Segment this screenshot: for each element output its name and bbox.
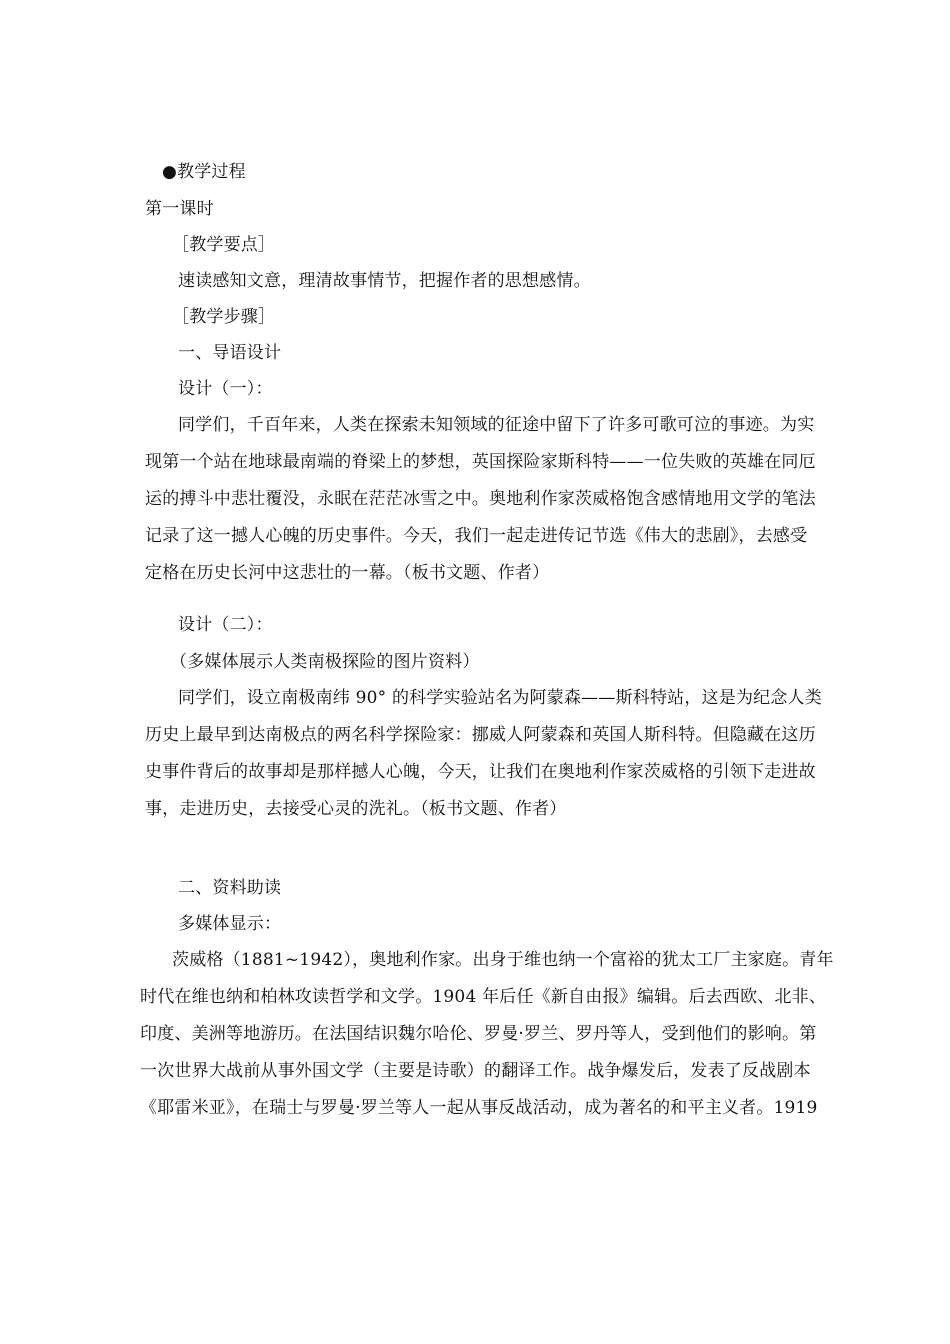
design-2-paragraph-line: 历史上最早到达南极点的两名科学探险家：挪威人阿蒙森和英国人斯科特。但隐藏在这历 — [145, 725, 816, 745]
section-1-title: 一、导语设计 — [178, 343, 282, 363]
design-1-paragraph-line: 定格在历史长河中这悲壮的一幕。（板书文题、作者） — [145, 563, 550, 583]
biography-line: 印度、美洲等地游历。在法国结识魏尔哈伦、罗曼·罗兰、罗丹等人，受到他们的影响。第 — [140, 1024, 817, 1044]
biography-line: 一次世界大战前从事外国文学（主要是诗歌）的翻译工作。战争爆发后，发表了反战剧本 — [140, 1061, 811, 1081]
design-1-paragraph-line: 现第一个站在地球最南端的脊梁上的梦想，英国探险家斯科特——一位失败的英雄在同厄 — [145, 452, 816, 472]
key-points-text: 速读感知文意，理清故事情节，把握作者的思想感情。 — [178, 271, 591, 291]
key-points-label: ［教学要点］ — [172, 235, 276, 255]
design-2-paragraph-line: 同学们，设立南极南纬 90° 的科学实验站名为阿蒙森——斯科特站，这是为纪念人类 — [178, 688, 822, 708]
biography-line: 茨威格（1881~1942），奥地利作家。出身于维也纳一个富裕的犹太工厂主家庭。青年 — [172, 950, 834, 970]
section-2-title: 二、资料助读 — [178, 878, 282, 898]
design-2-paragraph-line: 事，走进历史，去接受心灵的洗礼。（板书文题、作者） — [145, 799, 567, 819]
design-1-label: 设计（一）： — [178, 379, 273, 399]
biography-line: 时代在维也纳和柏林攻读哲学和文学。1904 年后任《新自由报》编辑。后去西欧、北非、 — [140, 987, 827, 1007]
lesson-title: 第一课时 — [145, 199, 214, 219]
steps-label: ［教学步骤］ — [172, 307, 276, 327]
design-2-paragraph-line: 史事件背后的故事却是那样撼人心魄，今天，让我们在奥地利作家茨威格的引领下走进故 — [145, 762, 816, 782]
media-label: 多媒体显示： — [178, 914, 282, 934]
design-2-note: （多媒体展示人类南极探险的图片资料） — [170, 652, 480, 672]
design-1-paragraph-line: 运的搏斗中悲壮覆没，永眠在茫茫冰雪之中。奥地利作家茨威格饱含感情地用文学的笔法 — [145, 489, 816, 509]
design-1-paragraph-line: 同学们，千百年来，人类在探索未知领域的征途中留下了许多可歌可泣的事迹。为实 — [178, 415, 815, 435]
biography-line: 《耶雷米亚》，在瑞士与罗曼·罗兰等人一起从事反战活动，成为著名的和平主义者。1919 — [140, 1098, 818, 1118]
design-2-label: 设计（二）： — [178, 615, 273, 635]
process-heading: ●教学过程 — [162, 162, 246, 182]
design-1-paragraph-line: 记录了这一撼人心魄的历史事件。今天，我们一起走进传记节选《伟大的悲剧》，去感受 — [145, 526, 808, 546]
